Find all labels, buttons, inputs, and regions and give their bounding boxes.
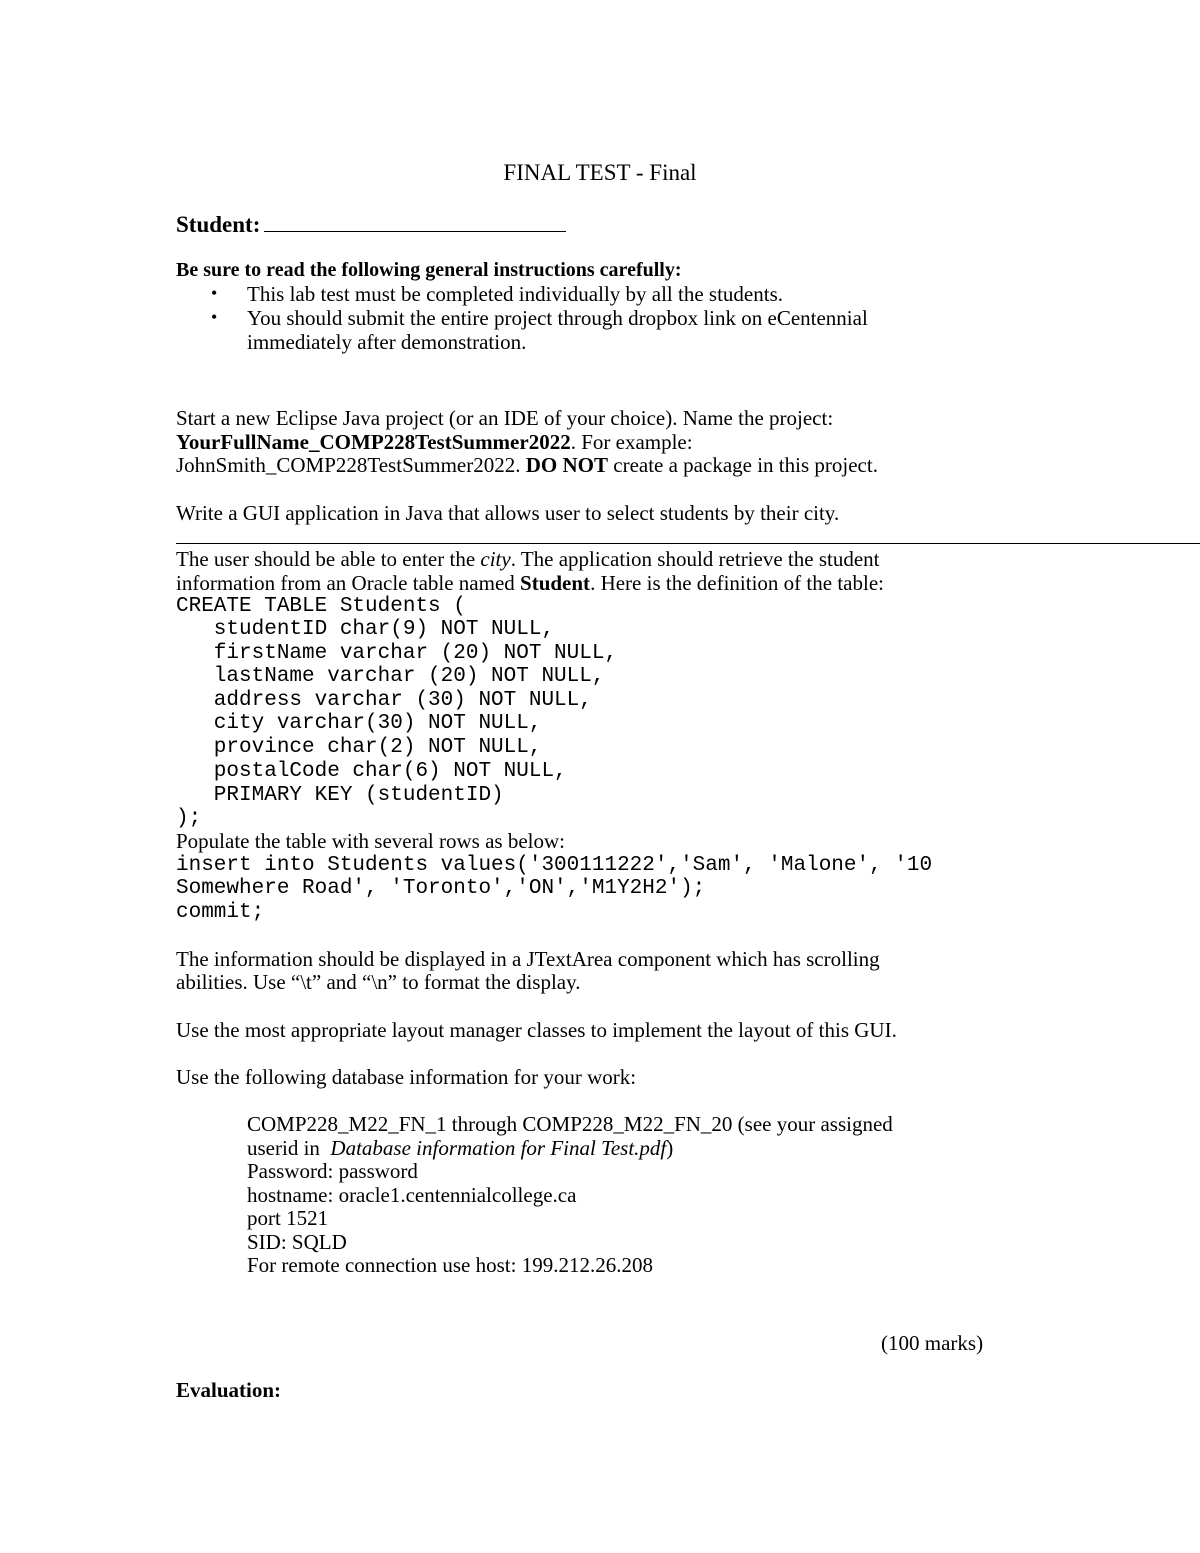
- sql-create-line: city varchar(30) NOT NULL,: [176, 712, 542, 735]
- db-port: port 1521: [247, 1206, 329, 1230]
- city-para-text: The user should be able to enter the: [176, 547, 481, 571]
- db-userids: COMP228_M22_FN_1 through COMP228_M22_FN_20 (see your assigned: [247, 1112, 893, 1136]
- db-hostname: hostname: oracle1.centennialcollege.ca: [247, 1183, 577, 1207]
- student-field: [176, 209, 566, 238]
- city-para-line-2: [176, 572, 884, 596]
- do-not-emphasis: DO NOT: [525, 453, 608, 477]
- sql-create-line: firstName varchar (20) NOT NULL,: [176, 642, 618, 665]
- page-title: FINAL TEST - Final: [503, 160, 697, 185]
- sql-create-line: lastName varchar (20) NOT NULL,: [176, 665, 605, 688]
- for-example: . For example:: [570, 430, 693, 454]
- bullet-icon: •: [211, 283, 218, 303]
- display-para-line: abilities. Use “\t” and “\n” to format the display.: [176, 970, 581, 994]
- db-intro: Use the following database information for your work:: [176, 1065, 637, 1089]
- city-para-text-2: . The application should retrieve the student: [510, 547, 880, 571]
- project-name: YourFullName_COMP228TestSummer2022: [176, 430, 571, 454]
- project-line-1: Start a new Eclipse Java project (or an IDE of your choice). Name the project:: [176, 406, 834, 430]
- sql-create-line: province char(2) NOT NULL,: [176, 736, 542, 759]
- sql-insert-line: commit;: [176, 901, 265, 924]
- table-name: Student: [520, 571, 591, 595]
- city-para-line-1: [176, 548, 879, 572]
- sql-create-line: );: [176, 807, 202, 830]
- table-intro: information from an Oracle table named: [176, 571, 521, 595]
- evaluation-heading: Evaluation:: [176, 1378, 282, 1402]
- instruction-bullet-2-cont: immediately after demonstration.: [247, 330, 527, 354]
- userid-prefix: userid in: [247, 1136, 331, 1160]
- sql-create-line: studentID char(9) NOT NULL,: [176, 618, 555, 641]
- db-password: Password: password: [247, 1159, 418, 1183]
- sql-insert-line: Somewhere Road', 'Toronto','ON','M1Y2H2');: [176, 877, 706, 900]
- db-remote-host: For remote connection use host: 199.212.26.208: [247, 1253, 653, 1277]
- populate-label: Populate the table with several rows as below:: [176, 829, 565, 853]
- instruction-bullet-2: You should submit the entire project through dropbox link on eCentennial: [247, 306, 868, 330]
- sql-create-line: CREATE TABLE Students (: [176, 595, 466, 618]
- layout-para: Use the most appropriate layout manager classes to implement the layout of this GUI.: [176, 1018, 897, 1042]
- do-not-rest: create a package in this project.: [613, 453, 878, 477]
- db-sid: SID: SQLD: [247, 1230, 347, 1254]
- userid-suffix: ): [666, 1136, 674, 1160]
- section-divider: [176, 543, 1200, 544]
- task-statement: Write a GUI application in Java that allows user to select students by their city.: [176, 501, 840, 525]
- example-project-name: JohnSmith_COMP228TestSummer2022.: [176, 453, 521, 477]
- total-marks: (100 marks): [881, 1331, 984, 1355]
- db-doc-reference: Database information for Final Test.pdf: [330, 1136, 667, 1160]
- project-line-2: [176, 431, 693, 455]
- bullet-icon: •: [211, 307, 218, 327]
- project-line-3: [176, 454, 878, 478]
- instruction-bullet-1: This lab test must be completed individually by all the students.: [247, 282, 784, 306]
- city-italic: city: [480, 547, 511, 571]
- db-userid-ref: [247, 1137, 673, 1161]
- student-label: Student:: [176, 212, 261, 237]
- sql-insert-line: insert into Students values('300111222','Sam', 'Malone', '10: [176, 854, 933, 877]
- display-para-line: The information should be displayed in a JTextArea component which has scrolling: [176, 947, 880, 971]
- instructions-heading: Be sure to read the following general instructions carefully:: [176, 259, 682, 281]
- student-name-blank: [264, 209, 566, 232]
- sql-create-line: address varchar (30) NOT NULL,: [176, 689, 592, 712]
- sql-create-line: PRIMARY KEY (studentID): [176, 784, 504, 807]
- table-intro-2: . Here is the definition of the table:: [590, 571, 884, 595]
- sql-create-line: postalCode char(6) NOT NULL,: [176, 760, 567, 783]
